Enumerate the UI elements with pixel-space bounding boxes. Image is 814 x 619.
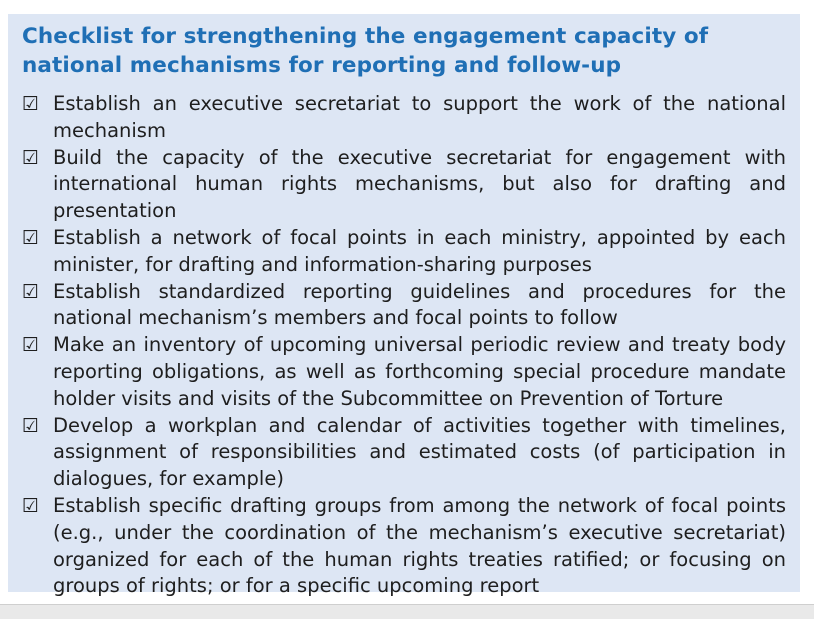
checklist-item-text: Develop a workplan and calendar of activities together with timelines, assignment of responsibilities and estimated costs (of participation in dialogues, for example) [53,413,786,491]
checklist-item-text: Build the capacity of the executive secretariat for engagement with international human rights mechanisms, but also for drafting and presentation [53,145,786,223]
checklist-item [22,145,786,225]
checklist-items [22,91,786,600]
checklist-item [22,91,786,145]
checklist-item [22,493,786,600]
checkbox-checked-icon: ☑ [22,93,40,115]
checklist-item-text: Establish an executive secretariat to support the work of the national mechanism [53,92,786,142]
checklist-item [22,225,786,279]
checklist-box [8,14,800,598]
checkbox-checked-icon: ☑ [22,414,40,437]
checkbox-checked-icon: ☑ [22,494,40,517]
checkbox-checked-icon: ☑ [22,146,40,169]
checklist-title: Checklist for strengthening the engagement capacity of national mechanisms for reporting and follow-up [22,24,709,78]
checkbox-checked-icon: ☑ [22,226,40,249]
window-bottom-bar [0,604,814,619]
checklist-item-text: Establish specific drafting groups from among the network of focal points (e.g., under the coordination of the mechanism’s executive secretariat) organized for each of the human rights treaties ratified; or focusing on groups of rights; or for a specific upcoming report [53,493,786,598]
checklist-item [22,279,786,333]
checklist-item [22,413,786,493]
checklist-item-text: Establish standardized reporting guidelines and procedures for the national mechanism’s members and focal points to follow [53,279,786,330]
checklist-item [22,332,786,412]
checkbox-checked-icon: ☑ [22,334,40,357]
checklist-item-text: Establish a network of focal points in each ministry, appointed by each minister, for drafting and information-sharing purposes [53,225,786,276]
checkbox-checked-icon: ☑ [22,280,40,303]
checklist-item-text: Make an inventory of upcoming universal periodic review and treaty body reporting obligations, as well as forthcoming special procedure mandate holder visits and visits of the Subcommittee on Prevention of Torture [53,333,786,410]
